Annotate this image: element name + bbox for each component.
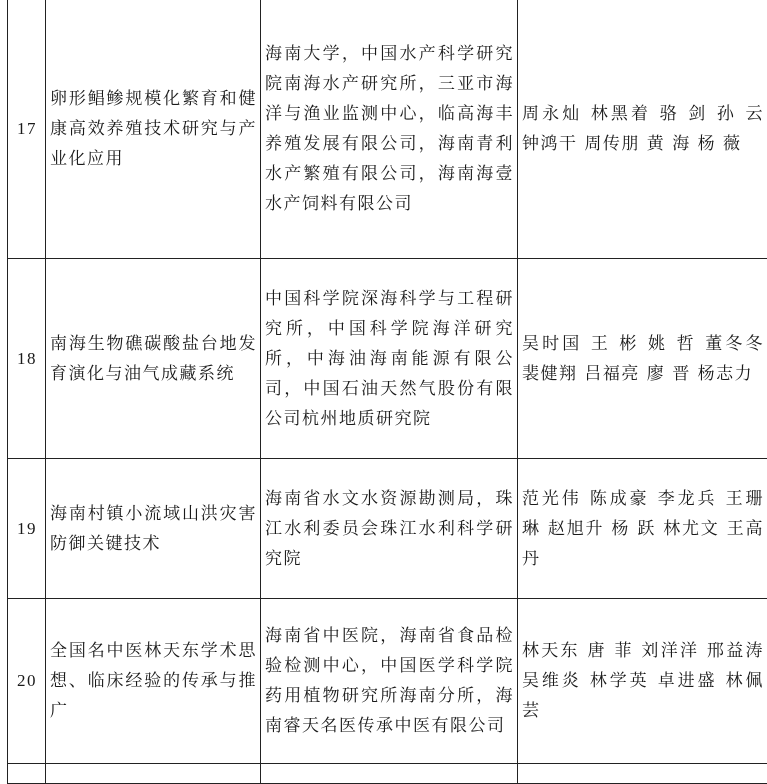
institutions [261,259,518,459]
people-text: 范光伟 陈成豪 李龙兵 王珊琳 赵旭升 杨 跃 林尤文 王高丹 [522,484,764,574]
table-row [8,599,767,764]
institutions-text: 海南大学，中国水产科学研究院南海水产研究所，三亚市海洋与渔业监测中心，临高海丰养殖发展有限公司，海南青利水产繁殖有限公司，海南海壹水产饲料有限公司 [265,39,514,219]
people-text: 周永灿 林黑着 骆 剑 孙 云 钟鸿干 周传朋 黄 海 杨 薇 [522,99,764,159]
project-name-text: 海南村镇小流域山洪灾害防御关键技术 [50,499,257,559]
people [518,599,767,764]
row-number: 17 [8,0,46,259]
project-name-text: 卵形鲳鲹规模化繁育和健康高效养殖技术研究与产业化应用 [50,84,257,174]
project-name [46,459,261,599]
empty-cell [518,764,767,784]
project-name-text: 南海生物礁碳酸盐台地发育演化与油气成藏系统 [50,329,257,389]
institutions-text: 海南省中医院，海南省食品检验检测中心，中国医学科学院药用植物研究所海南分所，海南睿天名医传承中医有限公司 [265,621,514,741]
table-row [8,459,767,599]
institutions-text: 中国科学院深海科学与工程研究所，中国科学院海洋研究所，中海油海南能源有限公司，中国石油天然气股份有限公司杭州地质研究院 [265,284,514,434]
row-number: 18 [8,259,46,459]
table-row [8,0,767,259]
project-name-text: 全国名中医林天东学术思想、临床经验的传承与推广 [50,636,257,726]
project-name [46,0,261,259]
institutions [261,0,518,259]
award-table [7,0,767,784]
table-row [8,259,767,459]
empty-cell [46,764,261,784]
institutions-text: 海南省水文水资源勘测局，珠江水利委员会珠江水利科学研究院 [265,484,514,574]
empty-cell [8,764,46,784]
people [518,459,767,599]
table-row-partial [8,764,767,784]
empty-cell [261,764,518,784]
institutions [261,599,518,764]
people [518,0,767,259]
people [518,259,767,459]
people-text: 吴时国 王 彬 姚 哲 董冬冬 裴健翔 吕福亮 廖 晋 杨志力 [522,329,764,389]
people-text: 林天东 唐 菲 刘洋洋 邢益涛 吴维炎 林学英 卓进盛 林佩芸 [522,636,764,726]
institutions [261,459,518,599]
project-name [46,259,261,459]
row-number: 20 [8,599,46,764]
row-number: 19 [8,459,46,599]
project-name [46,599,261,764]
